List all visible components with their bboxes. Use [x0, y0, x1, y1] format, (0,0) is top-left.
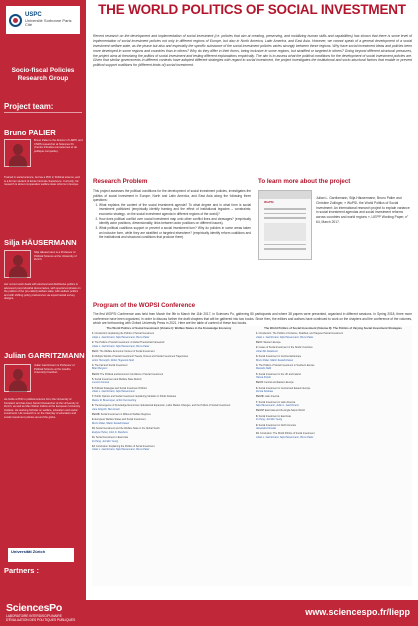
list-item	[92, 395, 246, 402]
item-authors: Lorenzo Ferrera	[92, 381, 110, 385]
item-title: East Asia and the Anglo-Saxon World	[264, 409, 305, 413]
item-number: 6.	[256, 386, 258, 390]
item-number: 10.	[92, 427, 96, 431]
item-authors: Silja Häusermann, Julian L. Garritzmann	[256, 404, 299, 408]
list-item	[256, 341, 410, 345]
item-title: The Fall and Social Investment	[94, 363, 128, 367]
item-authors: Marcello Natili	[256, 367, 272, 371]
item-authors: Julian L. Garritzmann, Silja Häusermann	[92, 390, 135, 394]
list-item	[256, 409, 410, 413]
list-item	[92, 404, 246, 411]
item-title: Social Investment in Different Welfare Regimes	[100, 413, 151, 417]
item-title: Introduction: Explaining the Politics of Social Investment	[94, 332, 154, 336]
program-table	[92, 326, 412, 586]
member-bio-hausermann-cont: Her current work deals with electoral and distributive politics in advanced post-industrial democracies, with special emphasis on the politics of the (so-called) welfare state, with welfare politics and with shifting policy preferences via experimental survey designs.	[4, 283, 81, 300]
learn-more-text: Julian L. Garritzmann, Silja Häusermann, Bruno Palier and Christine Zollinger, « WoPSI- the World Politics of Social Investment: An international research project to explain variance in social investment agendas and social investment reforms across countries and world regions », LIEPP Working Paper, n° 64, March 2017.	[316, 196, 410, 224]
item-authors: Julian L. Garritzmann, Silja Häusermann, Bruno Palier	[92, 344, 150, 348]
item-number: 7.	[256, 400, 258, 404]
item-title: The Political and Economic Conditions of Social Investment	[100, 372, 164, 376]
item-number: Part IV:	[256, 409, 265, 413]
item-title: The Emergence of Knowledge Economies: Educational Expansion, Labor Market Changes, and the Politics of Social Investment	[94, 404, 231, 408]
list-item	[256, 364, 410, 371]
item-title: European Welfare States and Social Investment	[94, 418, 146, 422]
item-title: Political Strategies and Social Investment Politics	[94, 386, 147, 390]
item-authors: Evelyne Huber, John D. Stephens	[92, 430, 128, 434]
member-bio-hausermann: Silja Häusermann is a Professor of Political Science at the University of Zurich.	[34, 251, 77, 261]
list-item	[256, 346, 410, 353]
list-item	[92, 387, 246, 394]
list-item	[256, 332, 410, 339]
item-number: 1.	[92, 332, 94, 336]
member-photo-palier	[4, 139, 31, 167]
list-item	[256, 415, 410, 422]
item-number: 4.	[92, 363, 94, 367]
list-item	[92, 332, 246, 339]
footer	[0, 600, 418, 626]
research-problem-intro: This project assesses the political conditions for the development of social investment policies, investigates the politics of social investment in Europe, North and Latin America, and East Asia along the following three questions:	[93, 189, 251, 203]
item-number: Part III:	[256, 395, 265, 399]
item-title: The Politics of Social Investment: A Global Theoretical Framework	[94, 341, 165, 344]
item-title: Western Europe	[263, 341, 281, 344]
list-item	[92, 413, 246, 417]
abstract: Recent research on the development and implementation of social investment (i.e. policies that aim at creating, preserving, and mobilizing human skills and capabilities) has shown that there is some level of implementation of social investment policies not only in different regions of Europe, but also in North America, Latin America, and East Asia. However, we cannot speak of a general development of a social investment welfare state, as the phase but also and especially the specific substance of the social investment policies varies strongly between these regions. Why have social investment ideas and policies been more developed in some regions and countries than in others? Why do they differ in their forms, being inclusive in some regions, but stratified or targeted in others? Going beyond different structural pressures, the project aims at theorizing the politics of social investment and testing different explanations empirically. The aim is to assess what the political conditions for the development of social investment policies are. Given that similar governments in different contexts have adopted different strategies with regard to social investment, the project investigates the institutional and socio-structural factors that enable or prevent political support coalitions for (different kinds of) social investment.	[93, 34, 412, 68]
item-title: Social Investment and Welfare State Reform	[94, 377, 142, 381]
list-item	[256, 395, 410, 399]
learn-more-heading: To learn more about the project	[258, 178, 351, 185]
item-number: 11.	[92, 435, 96, 439]
item-title: Social Investment in North America	[258, 423, 296, 427]
item-authors: Jane Gingrich, Ben Ansell	[92, 407, 120, 411]
item-title: Multiple Worlds of Social Investment? Needs, Drivers and Social Investment Trajectories	[94, 355, 189, 359]
divider	[4, 112, 82, 113]
member-bio-garritzmann: Julian Garritzmann is Professor of Political Science at the Goethe University Frankfurt.	[34, 364, 75, 374]
item-title: Social Investment in East Asia	[95, 435, 128, 439]
item-authors: Alexandra Kinsella	[256, 427, 276, 431]
liepp-subtitle	[6, 614, 75, 622]
item-title: Central and Eastern Europe	[264, 381, 294, 385]
item-authors: Ito Peng, Jennifer Yeung	[256, 418, 283, 422]
working-paper-thumb-title: WoPSI	[264, 200, 274, 204]
item-number: 8.	[256, 414, 258, 418]
item-number: 5.	[256, 372, 258, 376]
item-authors: Hanna Kivistö	[256, 376, 271, 380]
member-name-palier: Bruno PALIER	[4, 128, 56, 137]
sciencespo-logo: SciencesPo	[6, 602, 62, 614]
item-number: 2.	[256, 346, 258, 350]
item-title: Conclusion: Explaining the Politics of Social Investment	[96, 444, 155, 448]
item-number: 4.	[256, 363, 258, 367]
item-title: Latin America	[264, 395, 280, 399]
item-authors: Johan Bo Davidsson	[256, 349, 278, 353]
website-link[interactable]: www.sciencespo.fr/liepp	[305, 607, 410, 617]
item-number: 2.	[92, 341, 94, 344]
item-title: Social Investment in Latin America	[258, 400, 296, 404]
list-item	[256, 401, 410, 408]
uspc-logo	[6, 6, 80, 34]
item-title: The Welfare Economic Context of Social Investment	[99, 349, 155, 353]
item-title: Social Investment in Central and Eastern Europe	[258, 386, 311, 390]
research-group-title: Socio-fiscal Policies Research Group	[11, 67, 75, 83]
liepp-subtitle-line1: LABORATOIRE INTERDISCIPLINAIRE	[6, 614, 62, 618]
list-item	[256, 424, 410, 431]
research-problem-text	[93, 189, 251, 241]
volume-1-column	[92, 326, 246, 454]
research-problem-heading: Research Problem	[93, 178, 148, 185]
item-number: Part III:	[92, 413, 101, 417]
list-item	[92, 427, 246, 434]
item-number: Part I:	[256, 341, 263, 344]
working-paper-thumbnail	[258, 190, 312, 260]
list-item	[92, 445, 246, 452]
list-item	[92, 364, 246, 371]
list-item	[92, 341, 246, 348]
volume-2-title: The World Politics of Social Investment (Volume II): The Politics of Varying Social Investment Strategies	[264, 326, 402, 330]
item-number: 9.	[256, 423, 258, 427]
program-heading: Program of the WOPSI Conference	[93, 302, 196, 309]
uspc-logo-icon	[9, 14, 22, 27]
list-item	[256, 373, 410, 380]
item-number: 6.	[92, 386, 94, 390]
item-title: Public Opinion and Social Investment: Explaining Variation in Public Attitudes	[94, 395, 177, 399]
member-bio-garritzmann-cont: He holds a PhD in political science from the University of Konstanz and has been Senior Researcher at the University of Zurich, as well as Max Weber Fellow at the European University Institute. He working Scholar on welfare, education and social investment. His research is on the interplay of education and social investment policies around the globe.	[4, 398, 81, 419]
item-title: Social Investment in Continental Europe	[258, 355, 302, 359]
list-item: 1. What explains the content of the social investment agenda? To what degree and in what form is social investment politicized (empirically identify framing and the effect of institutional legacies – constraints; economic strategy- on the social investment agenda in different regions of the world)?	[99, 203, 251, 217]
list-item	[92, 373, 246, 377]
item-authors: Marius R. Busemeyer, Achim Kemmerling	[92, 399, 137, 403]
item-authors: Ito Peng, Jennifer Yeung	[92, 439, 119, 443]
item-authors: Anton Hemerijck, Robin Huguenot-Noël	[92, 358, 134, 362]
item-authors: Julian L. Garritzmann, Silja Häusermann, Bruno Palier	[256, 335, 314, 339]
member-name-garritzmann: Julian GARRITZMANN	[4, 351, 85, 360]
member-bio-palier-cont: Trained in social science, he has a PhD in Political science, and is a former student of Ecole Normale Supérieure. Currently, his research is about comparative welfare state reforms in Europe.	[4, 176, 80, 186]
list-item	[256, 355, 410, 362]
item-title: Social Investment in East Asia	[258, 414, 291, 418]
item-authors: Bruno Palier, Martin Seeleib-Kaiser	[256, 358, 294, 362]
item-authors: Julian L. Garritzmann, Silja Häusermann, Bruno Palier	[92, 335, 150, 339]
list-item	[256, 387, 410, 394]
list-item	[92, 436, 246, 443]
item-number: 5.	[92, 377, 94, 381]
volume-2-column	[256, 326, 410, 441]
item-number: 8.	[92, 404, 94, 408]
list-item	[92, 350, 246, 354]
list-item: 3. What political coalitions support or prevent a social investment turn? Why do policies in some areas taken an inclusive form, while they are stratified or targeted elsewhere? (empirically identify reform coalitions and the institutional and structural conditions that produce them)	[99, 226, 251, 240]
member-photo-hausermann	[4, 250, 31, 278]
item-number: 7.	[92, 395, 94, 399]
sidebar	[0, 0, 86, 600]
list-item	[92, 355, 246, 362]
liepp-subtitle-line2: D'ÉVALUATION DES POLITIQUES PUBLIQUES	[6, 618, 76, 623]
item-number: Part II:	[256, 381, 264, 385]
item-number: 10.	[256, 432, 260, 436]
list-item	[256, 432, 410, 439]
item-authors: Bruno Palier, Martin Seeleib-Kaiser	[92, 421, 130, 425]
item-number: 9.	[92, 418, 94, 422]
item-authors: Brian Burgoon	[92, 367, 108, 371]
volume-1-title: The World Politics of Social Investment (Volume I): Welfare States in the Knowledge Economy	[106, 326, 232, 330]
item-title: The Politics of Social Investment in Southern Europe	[258, 363, 315, 367]
item-number: Part II:	[92, 372, 100, 376]
program-text: The first WOPSI Conference was held from March the 9th to March the 11th 2017, in Sciences Po, gathering 80 participants and where 38 papers were presented, organized in different sessions. In Spring 2018, three more conference have been organized, in order to discuss further the draft chapters that will be gathered into two books. Since then, the editors and authors have continued to work on the chapters and the conference of the volumes, which are forthcoming with Oxford University Press in 2021. Here are the table of content of these two books.	[93, 312, 412, 326]
uspc-logo-name: USPC	[25, 12, 42, 19]
item-authors: Dorota Szelewa	[256, 390, 273, 394]
list-item	[256, 381, 410, 385]
item-number: 3.	[256, 355, 258, 359]
item-number: 3.	[92, 355, 94, 359]
item-title: Cases of Social Investment in the Nordic Countries	[258, 346, 313, 350]
project-team-label: Project team:	[4, 102, 54, 111]
item-number: 1.	[256, 332, 258, 336]
item-authors: Julian L. Garritzmann, Silja Häusermann, Bruno Palier	[256, 435, 314, 439]
uspc-logo-sub: Université Sorbonne Paris Cité	[25, 17, 72, 28]
item-title: Social Investment and the Welfare State in the Global South	[96, 427, 160, 431]
list-item	[92, 418, 246, 425]
list-item: 2. How does political conflict over social investment map onto other conflict lines and cleavages? (empirically identify actor positions, dimensionality, links between actor positions on different issues).	[99, 217, 251, 226]
item-title: Social Investment in the UK and Ireland	[258, 372, 301, 376]
item-authors: Julian L. Garritzmann, Silja Häusermann, Bruno Palier	[92, 448, 150, 452]
list-item	[92, 378, 246, 385]
partners-label: Partners :	[4, 566, 40, 575]
item-title: Introduction: The Politics of Inclusive, Stratified, and Targeted Social Investment	[258, 332, 343, 336]
zurich-logo: Universität Zürich	[8, 548, 74, 562]
item-number: Part I:	[92, 349, 99, 353]
member-bio-palier: Bruno Palier is the director of LIEPP, and CNRS researcher at Sciences Po (Centre d'études européennes et de politique comparée).	[34, 139, 83, 153]
item-title: Conclusion: The World Politics of Social Investment	[260, 432, 315, 436]
member-photo-garritzmann	[4, 364, 31, 392]
item-number: 12.	[92, 444, 96, 448]
page-title: THE WORLD POLITICS OF SOCIAL INVESTMENT	[98, 2, 406, 17]
research-questions-list	[93, 203, 251, 240]
member-name-hausermann: Silja HÄUSERMANN	[4, 238, 77, 247]
